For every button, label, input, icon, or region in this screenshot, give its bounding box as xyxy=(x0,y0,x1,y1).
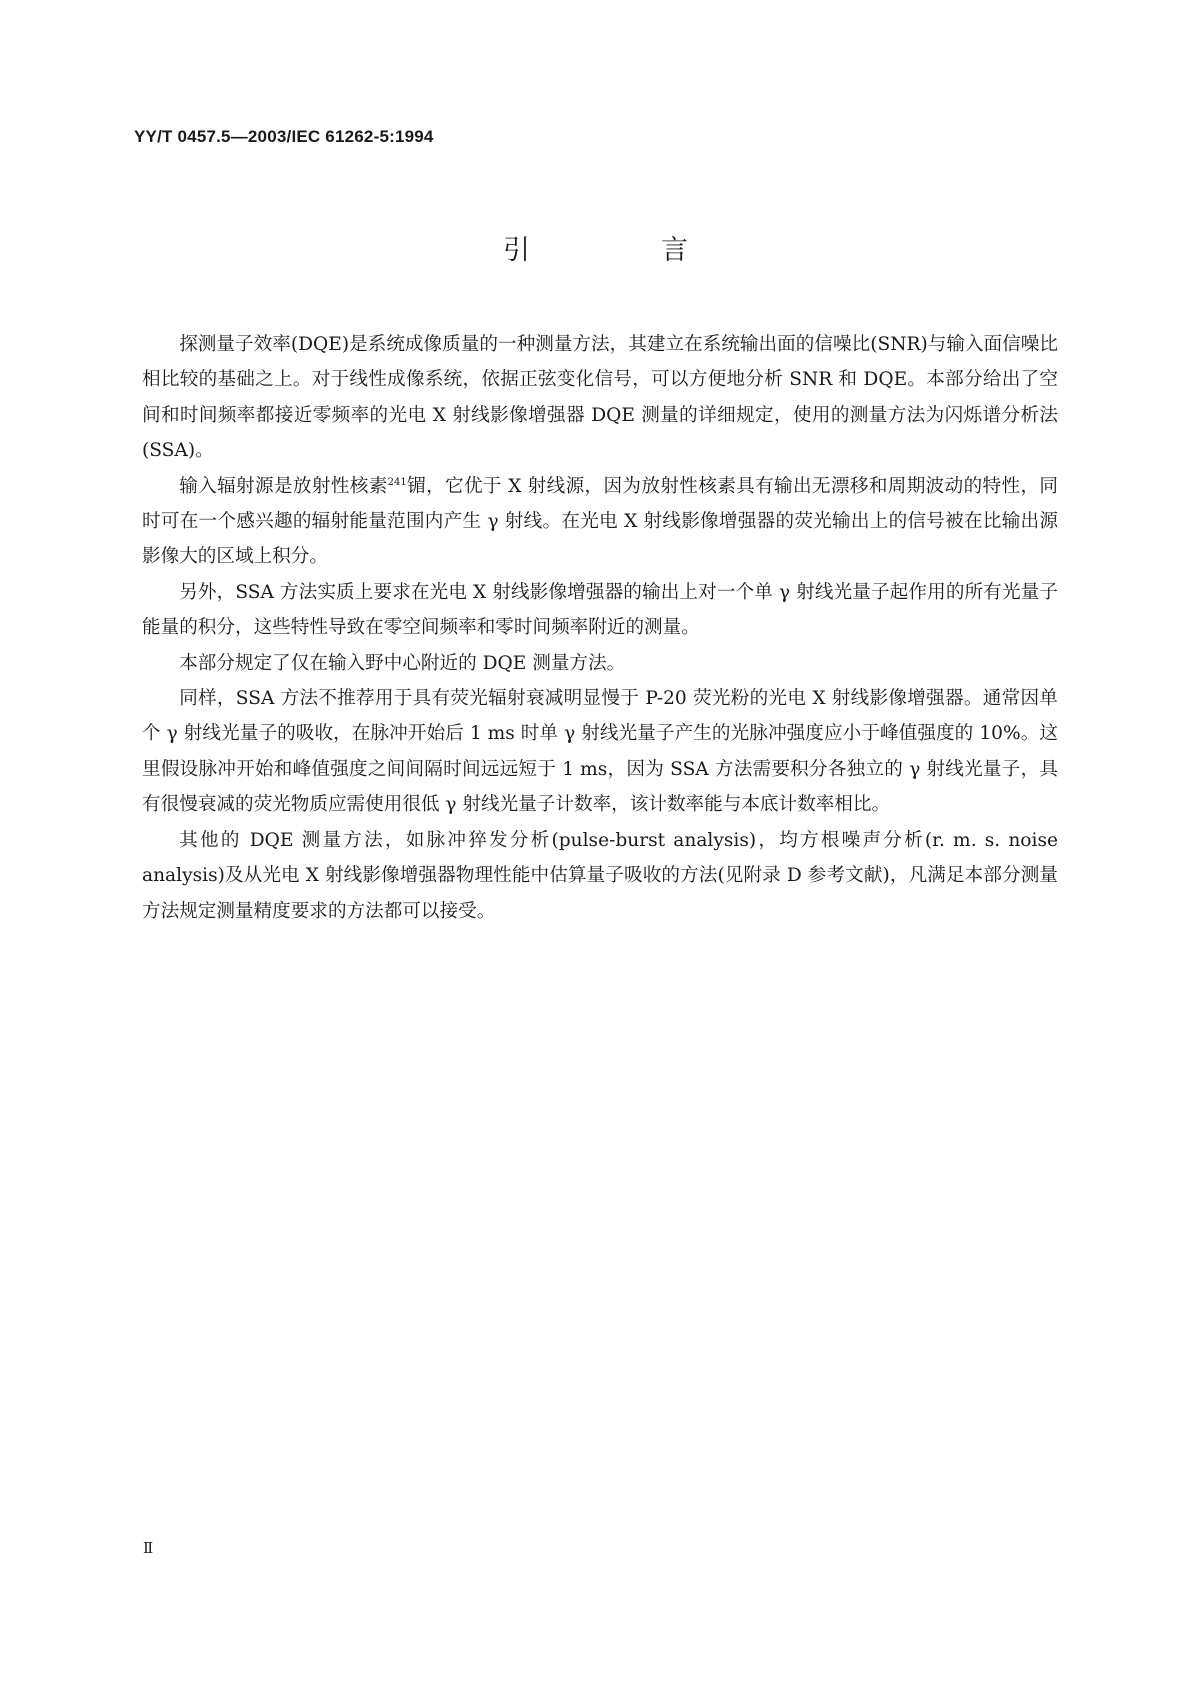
isotope-mass-number: 241 xyxy=(387,476,407,488)
paragraph-ssa-limitations: 同样，SSA 方法不推荐用于具有荧光辐射衰减明显慢于 P-20 荧光粉的光电 X 射线影像增强器。通常因单个 γ 射线光量子的吸收，在脉冲开始后 1 ms 时单 γ 射线光量子产生的光脉冲强度应小于峰值强度的 10%。这里假设脉冲开始和峰值强度之间间隔时间远远短于 1 ms，因为 SSA 方法需要积分各独立的 γ 射线光量子，具有很慢衰减的荧光物质应需使用很低 γ 射线光量子计数率，该计数率能与本底计数率相比。 xyxy=(142,688,1058,816)
paragraph-ssa-integration: 另外，SSA 方法实质上要求在光电 X 射线影像增强器的输出上对一个单 γ 射线光量子起作用的所有光量子能量的积分，这些特性导致在零空间频率和零时间频率附近的测量。 xyxy=(142,581,1058,639)
paragraph-radiation-source-part2: 镅，它优于 X 射线源，因为放射性核素具有输出无漂移和周期波动的特性，同时可在一个感兴趣的辐射能量范围内产生 γ 射线。在光电 X 射线影像增强器的荧光输出上的信号被在比输出源影像大的区域上积分。 xyxy=(142,475,1058,568)
page-number: Ⅱ xyxy=(143,1539,154,1557)
paragraph-dqe-definition: 探测量子效率(DQE)是系统成像质量的一种测量方法，其建立在系统输出面的信噪比(SNR)与输入面信噪比相比较的基础之上。对于线性成像系统，依据正弦变化信号，可以方便地分析 SNR 和 DQE。本部分给出了空间和时间频率都接近零频率的光电 X 射线影像增强器 DQE 测量的详细规定，使用的测量方法为闪烁谱分析法(SSA)。 xyxy=(142,334,1058,462)
paragraph-scope: 本部分规定了仅在输入野中心附近的 DQE 测量方法。 xyxy=(179,652,626,674)
page-title: 引 言 xyxy=(503,235,740,266)
paragraph-radiation-source-part1: 输入辐射源是放射性核素 xyxy=(179,475,388,497)
standard-number-header: YY/T 0457.5—2003/IEC 61262-5:1994 xyxy=(134,127,434,146)
paragraph-other-methods: 其他的 DQE 测量方法，如脉冲猝发分析(pulse-burst analysis)，均方根噪声分析(r. m. s. noise analysis)及从光电 X 射线影像增强器物理性能中估算量子吸收的方法(见附录 D 参考文献)，凡满足本部分测量方法规定测量精度要求的方法都可以接受。 xyxy=(142,829,1058,922)
paragraph-radiation-source xyxy=(142,469,1058,575)
document-body xyxy=(142,327,1058,929)
